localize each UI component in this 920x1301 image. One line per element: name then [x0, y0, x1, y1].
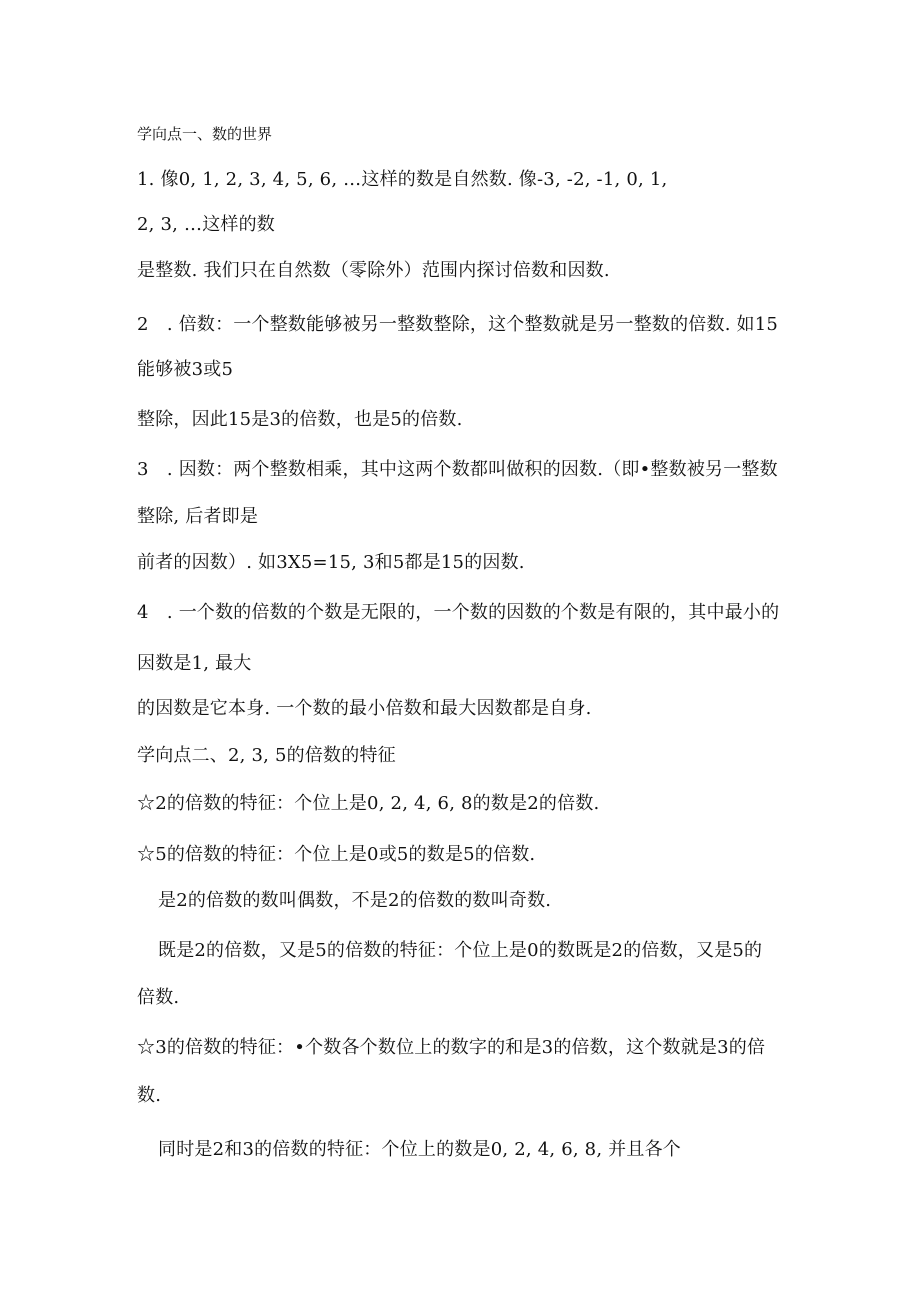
- section-heading-2: 学向点二、2, 3, 5的倍数的特征: [137, 745, 396, 766]
- paragraph-line: 2 . 倍数：一个整数能够被另一整数整除，这个整数就是另一整数的倍数. 如15: [137, 314, 779, 335]
- paragraph-line: 前者的因数）. 如3X5=15, 3和5都是15的因数.: [137, 552, 525, 573]
- section-heading-1: 学向点一、数的世界: [137, 125, 273, 143]
- paragraph-line: 既是2的倍数，又是5的倍数的特征：个位上是0的数既是2的倍数，又是5的: [158, 940, 763, 961]
- paragraph-line: 因数是1, 最大: [137, 653, 252, 674]
- paragraph-line: 整除, 后者即是: [137, 506, 259, 527]
- paragraph-line: 的因数是它本身. 一个数的最小倍数和最大因数都是自身.: [137, 698, 592, 719]
- paragraph-line: 2, 3, …这样的数: [137, 214, 275, 235]
- paragraph-line: 1. 像0, 1, 2, 3, 4, 5, 6, …这样的数是自然数. 像-3, -2, -1, 0, 1,: [137, 169, 668, 190]
- paragraph-line: 3 . 因数：两个整数相乘，其中这两个数都叫做积的因数.（即•整数被另一整数: [137, 459, 778, 480]
- paragraph-line: 4 . 一个数的倍数的个数是无限的，一个数的因数的个数是有限的，其中最小的: [137, 602, 780, 623]
- paragraph-line: ☆3的倍数的特征：•个数各个数位上的数字的和是3的倍数，这个数就是3的倍: [137, 1037, 766, 1058]
- paragraph-line: ☆5的倍数的特征：个位上是0或5的数是5的倍数.: [137, 844, 536, 865]
- paragraph-line: 同时是2和3的倍数的特征：个位上的数是0, 2, 4, 6, 8, 并且各个: [158, 1139, 681, 1160]
- paragraph-line: 能够被3或5: [137, 359, 234, 380]
- paragraph-line: 整除，因此15是3的倍数，也是5的倍数.: [137, 409, 463, 430]
- paragraph-line: 是整数. 我们只在自然数（零除外）范围内探讨倍数和因数.: [137, 260, 610, 281]
- paragraph-line: 是2的倍数的数叫偶数，不是2的倍数的数叫奇数.: [158, 890, 552, 911]
- paragraph-line: 数.: [137, 1085, 162, 1106]
- paragraph-line: ☆2的倍数的特征：个位上是0, 2, 4, 6, 8的数是2的倍数.: [137, 793, 600, 814]
- paragraph-line: 倍数.: [137, 987, 180, 1008]
